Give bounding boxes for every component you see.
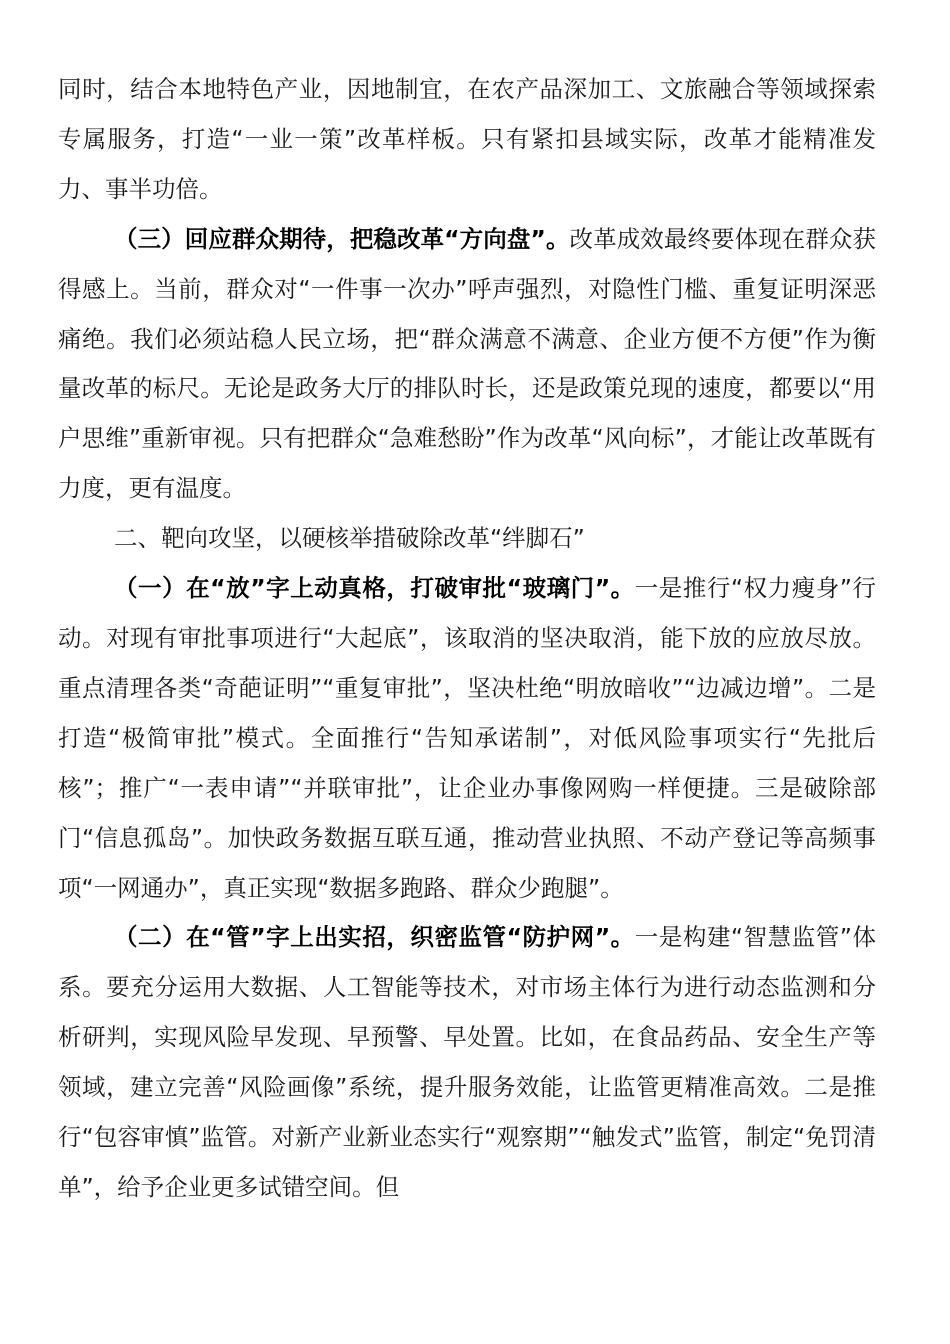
paragraph-1 (58, 65, 876, 215)
paragraph-1-body: 同时，结合本地特色产业，因地制宜，在农产品深加工、文旅融合等领域探索专属服务，打造“一业一策”改革样板。只有紧扣县域实际，改革才能精准发力、事半功倍。 (58, 75, 876, 203)
paragraph-3-body: 一是推行“权力瘦身”行动。对现有审批事项进行“大起底”，该取消的坚决取消，能下放的应放尽放。重点清理各类“奇葩证明”“重复审批”，坚决杜绝“明放暗收”“边减边增”。二是打造“极简审批”模式。全面推行“告知承诺制”，对低风险事项实行“先批后核”；推广“一表申请”“并联审批”，让企业办事像网购一样便捷。三是破除部门“信息孤岛”。加快政务数据互联互通，推动营业执照、不动产登记等高频事项“一网通办”，真正实现“数据多跑路、群众少跑腿”。 (58, 574, 876, 902)
paragraph-2-body: 改革成效最终要体现在群众获得感上。当前，群众对“一件事一次办”呼声强烈，对隐性门槛、重复证明深恶痛绝。我们必须站稳人民立场，把“群众满意不满意、企业方便不方便”作为衡量改革的标尺。无论是政务大厅的排队时长，还是政策兑现的速度，都要以“用户思维”重新审视。只有把群众“急难愁盼”作为改革“风向标”，才能让改革既有力度，更有温度。 (58, 224, 877, 503)
section-heading-text: 二、靶向攻坚，以硬核举措破除改革“绊脚石” (114, 524, 585, 553)
paragraph-2 (58, 215, 876, 514)
paragraph-4 (58, 913, 876, 1212)
section-heading (58, 514, 876, 564)
paragraph-3-lead: （一）在“放”字上动真格，打破审批“玻璃门”。 (114, 574, 635, 603)
paragraph-4-lead: （二）在“管”字上出实招，织密监管“防护网”。 (114, 923, 635, 952)
paragraph-4-body: 一是构建“智慧监管”体系。要充分运用大数据、人工智能等技术，对市场主体行为进行动态监测和分析研判，实现风险早发现、早预警、早处置。比如，在食品药品、安全生产等领域，建立完善“风险画像”系统，提升服务效能，让监管更精准高效。二是推行“包容审慎”监管。对新产业新业态实行“观察期”“触发式”监管，制定“免罚清单”，给予企业更多试错空间。但 (58, 923, 876, 1201)
paragraph-3 (58, 564, 876, 913)
paragraph-2-lead: （三）回应群众期待，把稳改革“方向盘”。 (114, 224, 570, 253)
document-page (58, 65, 876, 1213)
